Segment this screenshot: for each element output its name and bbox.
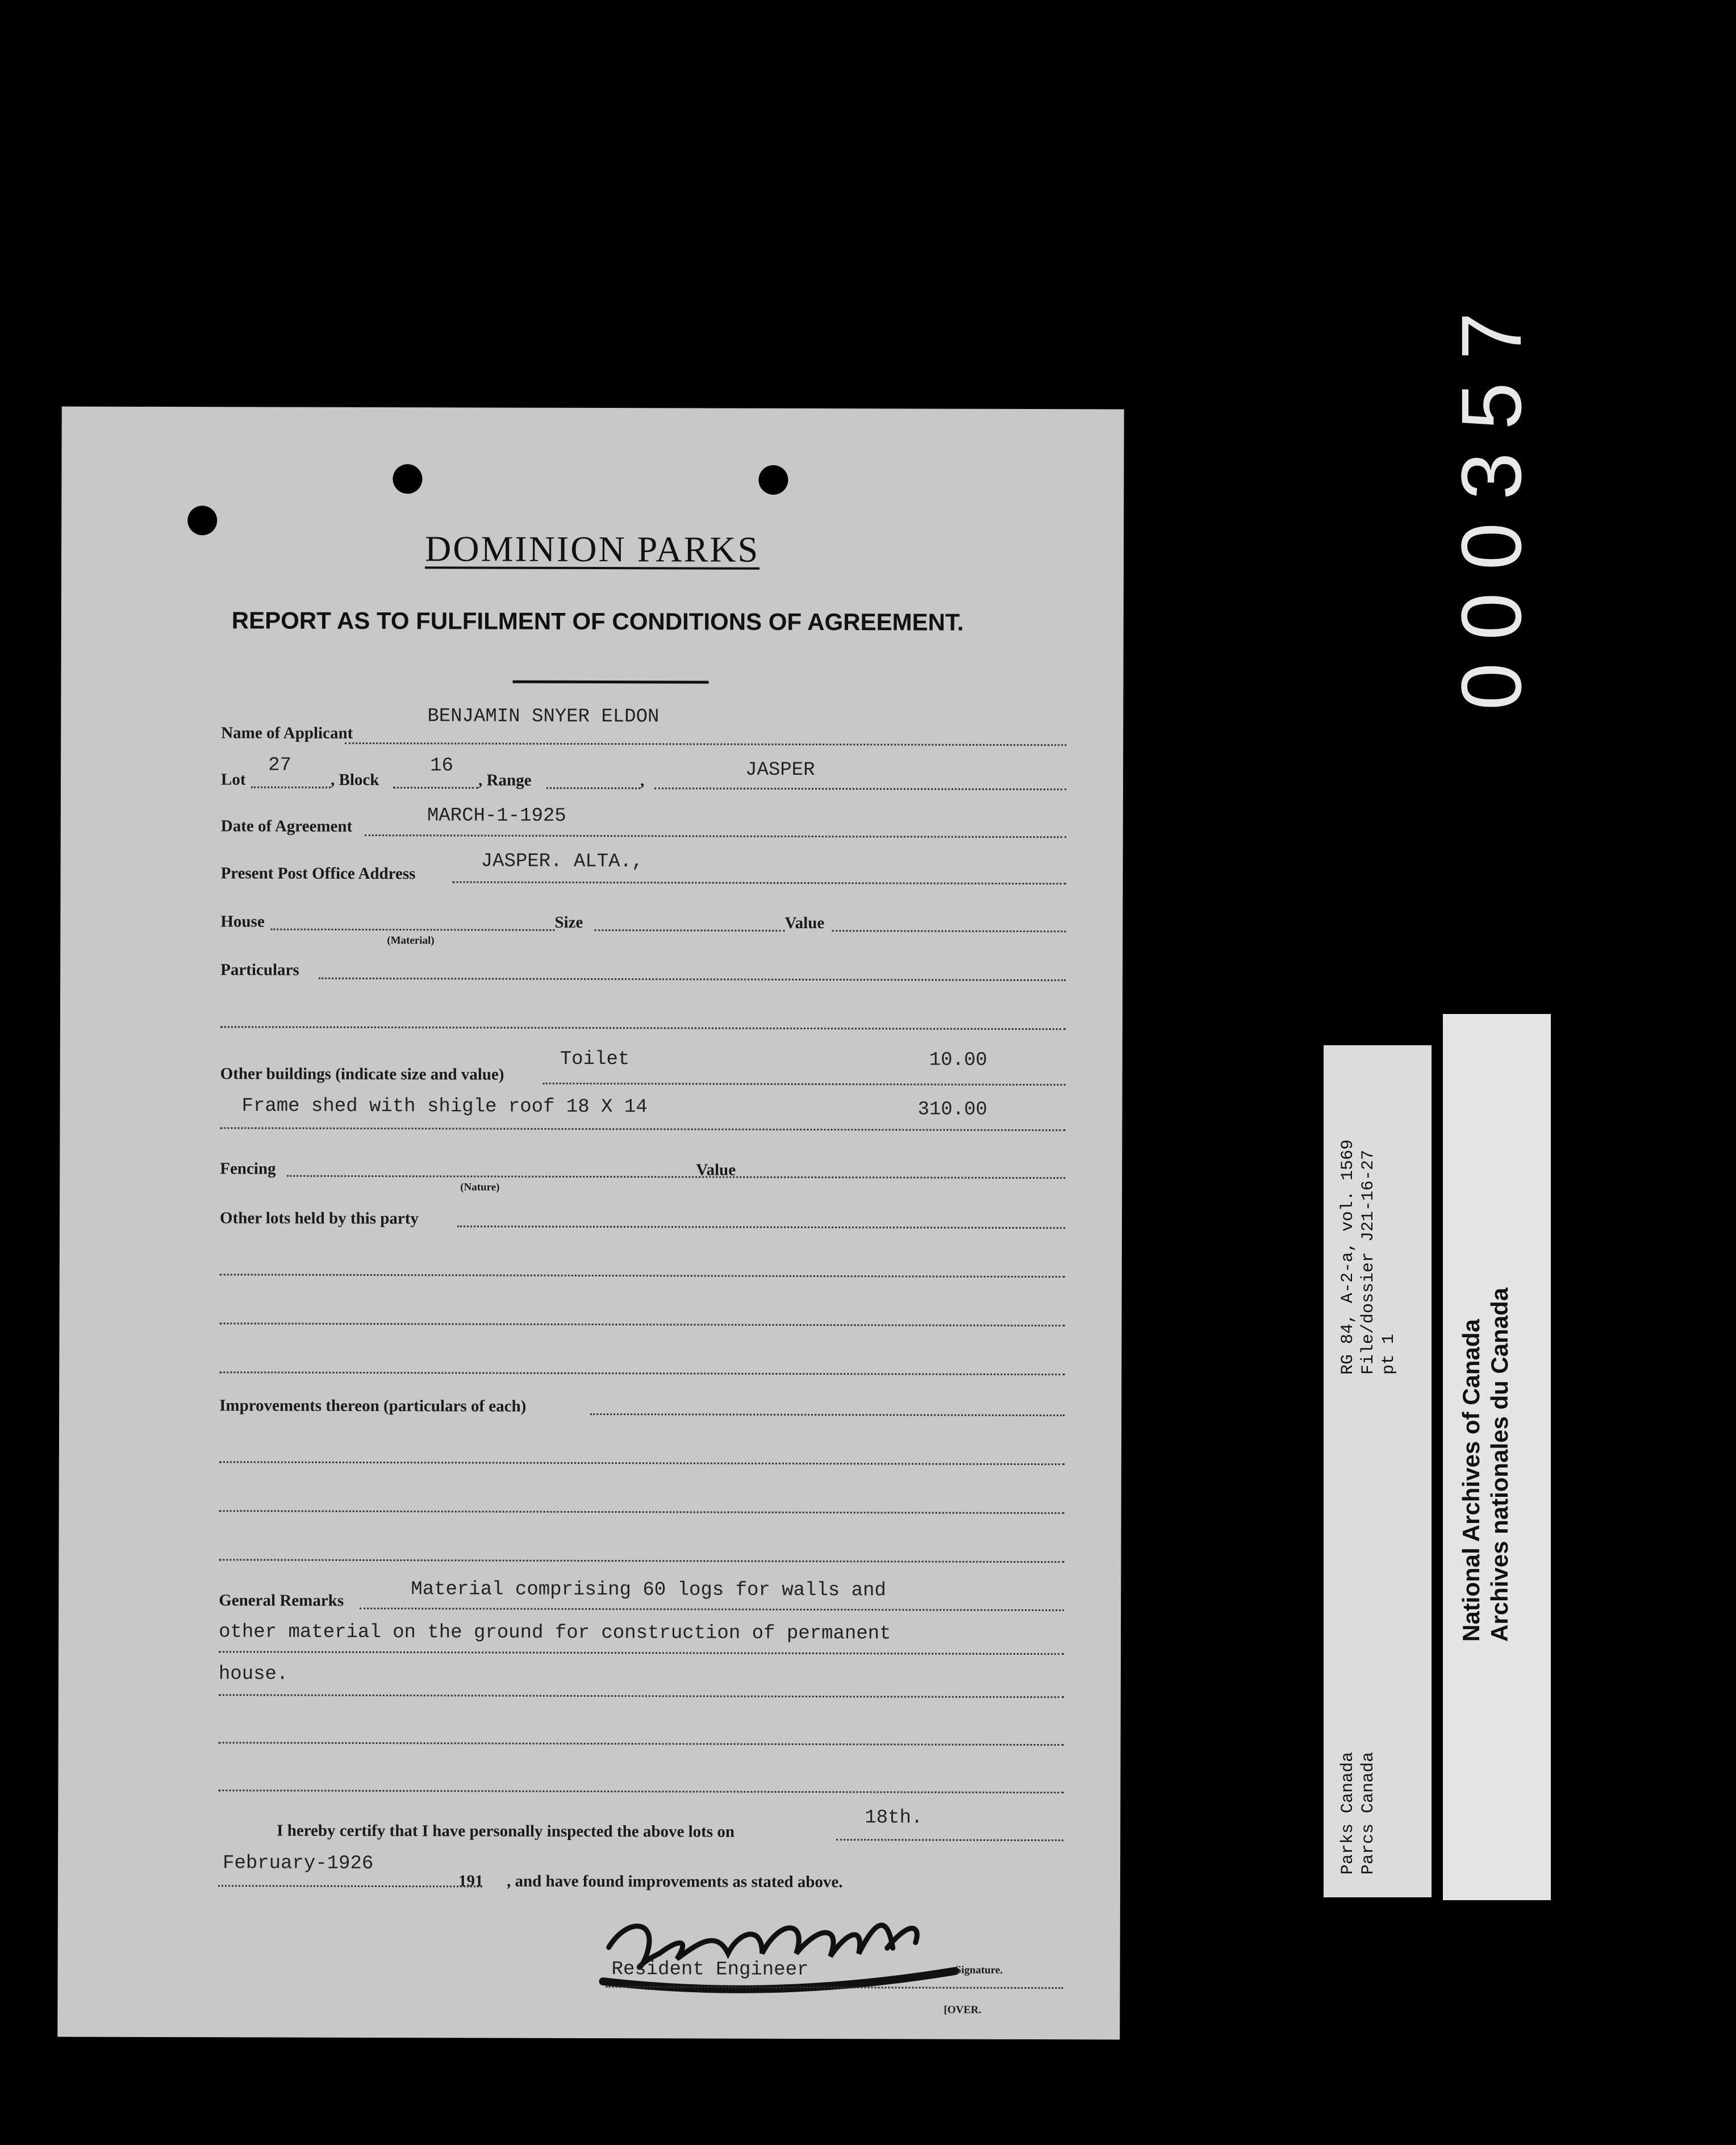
- improvements-label: Improvements thereon (particulars of each): [219, 1396, 527, 1416]
- other-lots-label: Other lots held by this party: [219, 1209, 419, 1228]
- remarks-line-2: other material on the ground for construction of permanent: [219, 1621, 891, 1645]
- agreement-date-label: Date of Agreement: [220, 817, 353, 836]
- inspection-day-line: [836, 1839, 1063, 1841]
- reference-line-1: RG 84, A-2-a, vol. 1569: [1338, 1139, 1358, 1375]
- other-buildings-line: [543, 1083, 1066, 1086]
- range-label: , Range: [478, 771, 532, 790]
- address-label: Present Post Office Address: [220, 864, 416, 883]
- remarks-line: [360, 1608, 1064, 1611]
- institution-label: [1443, 1014, 1551, 1900]
- title-divider: [512, 681, 708, 684]
- certification-suffix: , and have found improvements as stated above.: [506, 1872, 843, 1892]
- fencing-line: [287, 1175, 741, 1178]
- institution-block: [1457, 1288, 1514, 1642]
- fencing-value-line: [743, 1176, 1065, 1179]
- remarks-line-1: Material comprising 60 logs for walls and: [411, 1579, 886, 1602]
- size-line: [594, 929, 784, 932]
- institution-line-1: National Archives of Canada: [1458, 1319, 1484, 1642]
- form-subtitle: REPORT AS TO FULFILMENT OF CONDITIONS OF AGREEMENT.: [231, 607, 964, 636]
- remarks-line-3: house.: [218, 1663, 289, 1685]
- institution-line-2: Archives nationales du Canada: [1486, 1287, 1513, 1642]
- reel-number: [1443, 227, 1539, 773]
- block-value: 16: [430, 755, 453, 777]
- house-label: House: [220, 912, 265, 931]
- block-line: [393, 787, 478, 788]
- block-label: , Block: [330, 770, 379, 790]
- particulars-label: Particulars: [220, 961, 299, 979]
- remarks-line-2-rule: [219, 1651, 1064, 1655]
- form-title: DOMINION PARKS: [425, 528, 760, 570]
- report-form-sheet: [57, 407, 1124, 2040]
- inspection-month-line: [218, 1885, 482, 1887]
- inspection-day: 18th.: [865, 1807, 923, 1829]
- fencing-value-label: Value: [696, 1161, 736, 1179]
- agency-line-1: Parks Canada: [1338, 1751, 1358, 1875]
- other-building-1-value: 10.00: [929, 1049, 987, 1071]
- improvements-line: [590, 1413, 1065, 1416]
- nature-caption: (Nature): [460, 1181, 500, 1193]
- reference-block: [1338, 1140, 1399, 1375]
- inspection-month: February-1926: [222, 1852, 374, 1875]
- signature-caption: Signature.: [955, 1964, 1003, 1976]
- remarks-line-3-rule: [219, 1694, 1064, 1698]
- remarks-line-5: [218, 1789, 1063, 1793]
- archive-reference-label: [1324, 1045, 1432, 1897]
- remarks-line-4: [219, 1742, 1064, 1746]
- address-value: JASPER. ALTA.,: [481, 850, 644, 873]
- other-building-2: Frame shed with shigle roof 18 X 14: [241, 1095, 648, 1119]
- remarks-label: General Remarks: [219, 1591, 344, 1610]
- other-lots-line-4: [219, 1371, 1065, 1375]
- other-buildings-line-2: [220, 1127, 1065, 1131]
- reference-line-2: File/dossier J21-16-27: [1359, 1149, 1378, 1375]
- improvements-line-4: [219, 1559, 1064, 1563]
- signer-role: Resident Engineer: [611, 1959, 809, 1981]
- improvements-line-2: [219, 1461, 1065, 1465]
- reference-line-3: pt 1: [1379, 1333, 1399, 1375]
- other-lots-line-2: [220, 1274, 1065, 1278]
- improvements-line-3: [219, 1510, 1065, 1514]
- lot-line: [251, 786, 331, 788]
- applicant-line: [345, 742, 1066, 746]
- other-building-2-value: 310.00: [917, 1099, 987, 1121]
- agreement-date-value: MARCH-1-1925: [427, 805, 566, 827]
- house-value-label: Value: [784, 913, 825, 933]
- size-label: Size: [554, 913, 583, 932]
- fencing-label: Fencing: [220, 1159, 276, 1178]
- range-line: [546, 787, 640, 789]
- agency-block: [1338, 1752, 1379, 1875]
- lot-label: Lot: [220, 770, 246, 789]
- other-lots-line: [457, 1225, 1065, 1229]
- particulars-line-2: [220, 1026, 1066, 1030]
- other-lots-line-3: [220, 1322, 1065, 1326]
- range-place-line: [654, 787, 1066, 790]
- agreement-date-line: [365, 834, 1066, 838]
- other-buildings-label: Other buildings (indicate size and value): [220, 1065, 504, 1084]
- certification-text: I hereby certify that I have personally inspected the above lots on: [277, 1821, 735, 1841]
- applicant-label: Name of Applicant: [221, 724, 353, 742]
- material-caption: (Material): [387, 934, 435, 947]
- certification-year-prefix: 191: [458, 1872, 483, 1891]
- punch-hole: [187, 506, 217, 535]
- over-note: [OVER.: [944, 2004, 982, 2016]
- house-value-line: [832, 930, 1066, 932]
- particulars-line: [319, 978, 1066, 981]
- other-building-1: Toilet: [560, 1048, 630, 1071]
- agency-line-2: Parcs Canada: [1359, 1751, 1378, 1875]
- lot-value: 27: [268, 754, 291, 777]
- punch-hole: [758, 465, 788, 495]
- punch-hole: [393, 464, 422, 494]
- house-material-line: [270, 929, 554, 931]
- range-value: JASPER: [745, 759, 815, 782]
- address-line: [453, 881, 1066, 884]
- reel-number-text: 000357: [1443, 289, 1539, 711]
- applicant-name: BENJAMIN SNYER ELDON: [427, 706, 660, 728]
- range-comma: ,: [640, 771, 645, 790]
